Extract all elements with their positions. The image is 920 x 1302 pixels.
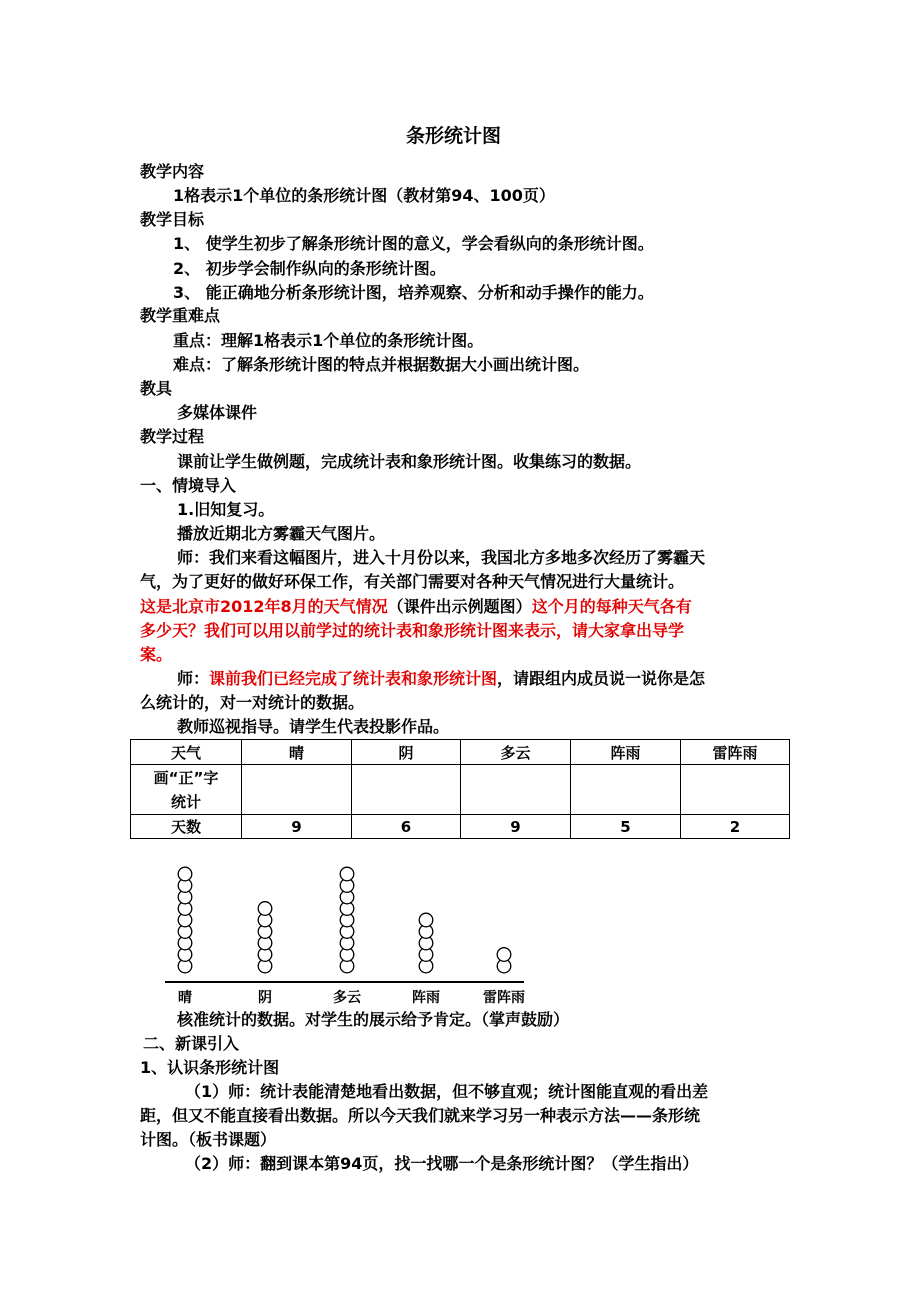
table-header-cell: 阵雨 — [571, 740, 681, 765]
teacher-para1-line1: 师：我们来看这幅图片，进入十月份以来，我国北方多地多次经历了雾霾天 — [177, 548, 706, 567]
pictograph-circle — [497, 948, 511, 962]
pictograph-circle — [419, 913, 433, 927]
verify-text: 核准统计的数据。对学生的展示给予肯定。（掌声鼓励） — [177, 1010, 570, 1029]
goals-heading: 教学目标 — [140, 210, 205, 229]
pictograph-category-label: 阵雨 — [412, 990, 440, 1006]
days-cell: 6 — [352, 815, 461, 839]
teacher-para1-line2: 气，为了更好的做好环保工作，有关部门需要对各种天气情况进行大量统计。 — [140, 572, 685, 591]
sub1-heading: 1、认识条形统计图 — [140, 1058, 280, 1077]
red-para-line3: 案。 — [140, 645, 173, 664]
play-text: 播放近期北方雾霾天气图片。 — [177, 524, 386, 543]
days-cell: 9 — [242, 815, 352, 839]
section2-heading: 二、新课引入 — [143, 1034, 240, 1053]
review-text: 1.旧知复习。 — [177, 500, 275, 519]
pictograph-circle — [340, 867, 354, 881]
teacher2-rest: ，请跟组内成员说一说你是怎 — [497, 669, 706, 688]
teacher2-red: 课前我们已经完成了统计表和象形统计图 — [209, 669, 498, 688]
pictograph-circle — [258, 902, 272, 916]
red-text-start: 这是北京市2012年8月的天气情况 — [140, 597, 388, 616]
tally-label-line2: 统计 — [170, 792, 201, 811]
pictograph-category-label: 晴 — [178, 990, 192, 1006]
teacher2-prefix: 师： — [177, 669, 210, 688]
para1-line3: 计图。（板书课题） — [140, 1130, 277, 1149]
key-point: 重点：理解1格表示1个单位的条形统计图。 — [173, 331, 484, 350]
pictograph-circle — [178, 867, 192, 881]
teacher-para2-line2: 么统计的，对一对统计的数据。 — [140, 693, 365, 712]
days-cell: 5 — [571, 815, 681, 839]
pictograph-category-label: 阴 — [258, 990, 272, 1006]
para2-line1: （2）师：翻到课本第94页，找一找哪一个是条形统计图？（学生指出） — [185, 1154, 699, 1173]
difficult-point: 难点：了解条形统计图的特点并根据数据大小画出统计图。 — [173, 355, 590, 374]
process-heading: 教学过程 — [140, 427, 205, 446]
goal-item-2: 2、 初步学会制作纵向的条形统计图。 — [173, 259, 446, 278]
pictograph-category-label: 雷阵雨 — [483, 990, 525, 1006]
table-header-label: 天气 — [131, 740, 242, 765]
red-text-end: 这个月的每种天气各有 — [531, 597, 692, 616]
goal-item-1: 1、 使学生初步了解条形统计图的意义，学会看纵向的条形统计图。 — [173, 234, 654, 253]
tally-label-line1: 画“正”字 — [153, 768, 219, 787]
table-header-cell: 多云 — [461, 740, 571, 765]
content-heading: 教学内容 — [140, 162, 205, 181]
pictograph-category-label: 多云 — [333, 990, 361, 1006]
days-label: 天数 — [131, 815, 242, 839]
tools-heading: 教具 — [140, 379, 173, 398]
page-title: 条形统计图 — [406, 125, 502, 147]
para1-line1: （1）师：统计表能清楚地看出数据，但不够直观；统计图能直观的看出差 — [185, 1082, 709, 1101]
table-header-cell: 雷阵雨 — [681, 740, 790, 765]
days-cell: 2 — [681, 815, 790, 839]
para1-line2: 距，但又不能直接看出数据。所以今天我们就来学习另一种表示方法——条形统 — [140, 1106, 701, 1125]
content-text: 1格表示1个单位的条形统计图（教材第94、100页） — [173, 186, 555, 205]
tools-text: 多媒体课件 — [177, 403, 258, 422]
process-intro: 课前让学生做例题，完成统计表和象形统计图。收集练习的数据。 — [177, 452, 642, 471]
days-cell: 9 — [461, 815, 571, 839]
key-heading: 教学重难点 — [140, 306, 221, 325]
section1-heading: 一、情境导入 — [140, 476, 237, 495]
table-header-cell: 晴 — [242, 740, 352, 765]
red-para-line2: 多少天？我们可以用以前学过的统计表和象形统计图来表示，请大家拿出导学 — [140, 621, 685, 640]
patrol-text: 教师巡视指导。请学生代表投影作品。 — [177, 717, 450, 736]
table-header-cell: 阴 — [352, 740, 461, 765]
goal-item-3: 3、 能正确地分析条形统计图，培养观察、分析和动手操作的能力。 — [173, 283, 654, 302]
courseware-note: （课件出示例题图） — [387, 597, 532, 616]
